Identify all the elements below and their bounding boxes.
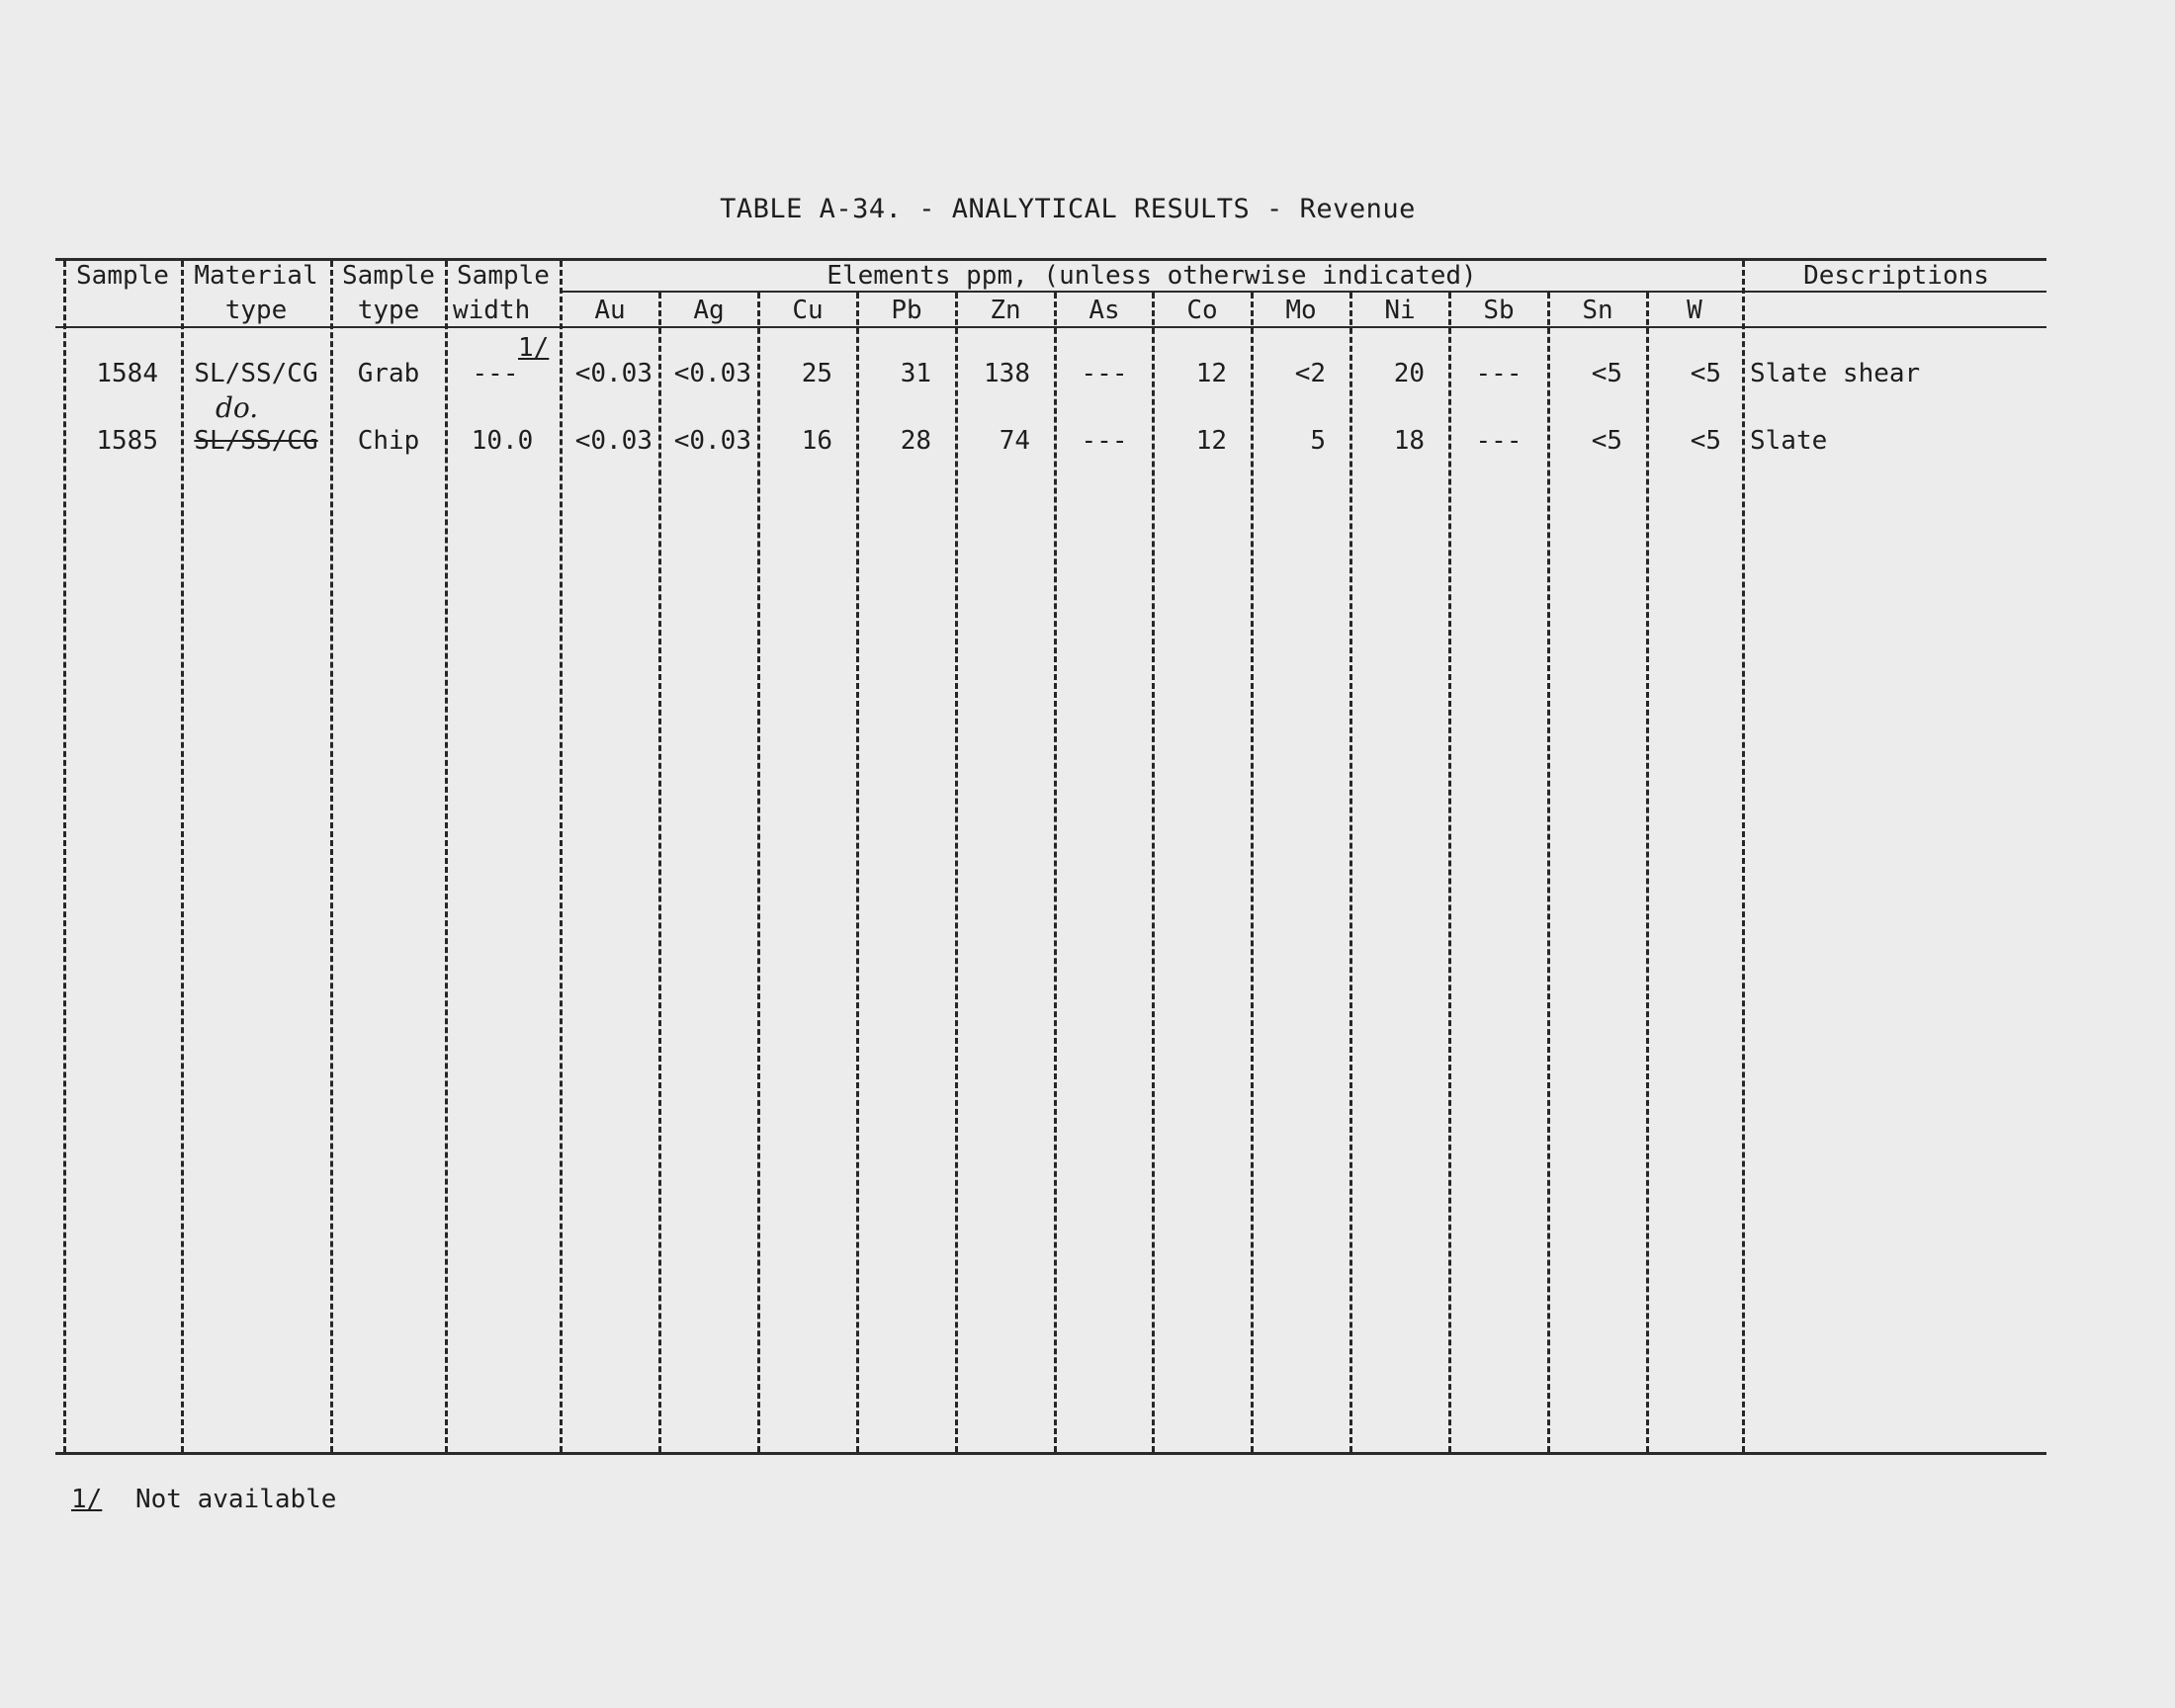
row-1-mo: <2 — [1294, 359, 1326, 388]
row-1-material: SL/SS/CG — [194, 359, 318, 388]
header-sample-type-2: type — [357, 296, 420, 325]
row-2-material-handwritten: do. — [216, 391, 259, 424]
col-divider — [856, 293, 859, 1452]
row-1-zn: 138 — [984, 359, 1030, 388]
row-1-cu: 25 — [801, 359, 832, 388]
header-element-ni: Ni — [1384, 296, 1416, 325]
header-sample-type: Sample — [342, 261, 435, 291]
header-material: Material — [194, 261, 318, 291]
header-elements: Elements ppm, (unless otherwise indicated) — [826, 261, 1477, 291]
row-1-description: Slate shear — [1750, 359, 1921, 388]
header-bottom-rule — [55, 326, 2046, 328]
header-sample-width: Sample — [457, 261, 550, 291]
table-bottom-rule — [55, 1452, 2046, 1455]
col-divider — [1349, 293, 1352, 1452]
row-1-as: --- — [1081, 359, 1128, 388]
col-divider — [1152, 293, 1155, 1452]
header-element-mo: Mo — [1285, 296, 1317, 325]
header-element-co: Co — [1186, 296, 1218, 325]
col-divider — [1646, 293, 1649, 1452]
col-divider — [1547, 293, 1550, 1452]
footnote-text: Not available — [134, 1485, 337, 1514]
width-footnote-marker: 1/ — [518, 333, 550, 363]
row-1-au: <0.03 — [574, 359, 652, 388]
table-title: TABLE A-34. - ANALYTICAL RESULTS - Revenue — [720, 194, 1416, 224]
row-2-sample: 1585 — [96, 426, 158, 456]
row-1-ni: 20 — [1393, 359, 1425, 388]
row-1-type: Grab — [357, 359, 420, 388]
row-1-width: --- — [472, 359, 519, 388]
col-divider — [1448, 293, 1451, 1452]
row-1-sample: 1584 — [96, 359, 158, 388]
row-2-pb: 28 — [900, 426, 931, 456]
col-divider — [1742, 261, 1745, 1452]
header-material-type: type — [224, 296, 288, 325]
col-divider — [955, 293, 958, 1452]
row-1-pb: 31 — [900, 359, 931, 388]
row-1-sn: <5 — [1591, 359, 1622, 388]
row-2-sb: --- — [1475, 426, 1522, 456]
footnote — [71, 1485, 336, 1514]
row-2-ni: 18 — [1393, 426, 1425, 456]
row-2-zn: 74 — [999, 426, 1030, 456]
col-divider — [1251, 293, 1254, 1452]
row-2-au: <0.03 — [574, 426, 652, 456]
row-2-sn: <5 — [1591, 426, 1622, 456]
row-2-w: <5 — [1690, 426, 1721, 456]
header-descriptions: Descriptions — [1803, 261, 1989, 291]
header-element-sb: Sb — [1483, 296, 1515, 325]
header-element-as: As — [1088, 296, 1120, 325]
header-sample: Sample — [76, 261, 169, 291]
row-2-mo: 5 — [1310, 426, 1326, 456]
header-element-sn: Sn — [1582, 296, 1613, 325]
col-divider — [658, 293, 661, 1452]
header-element-au: Au — [594, 296, 626, 325]
header-element-ag: Ag — [693, 296, 725, 325]
col-divider — [1054, 293, 1057, 1452]
row-2-cu: 16 — [801, 426, 832, 456]
row-1-ag: <0.03 — [673, 359, 751, 388]
header-element-pb: Pb — [891, 296, 922, 325]
row-2-description: Slate — [1750, 426, 1828, 456]
header-element-zn: Zn — [990, 296, 1021, 325]
row-2-as: --- — [1081, 426, 1128, 456]
header-sample-width-2: width — [453, 296, 531, 325]
row-2-type: Chip — [357, 426, 420, 456]
header-element-w: W — [1687, 296, 1702, 325]
row-2-width: 10.0 — [471, 426, 534, 456]
row-1-w: <5 — [1690, 359, 1721, 388]
col-divider — [757, 293, 760, 1452]
footnote-marker: 1/ — [71, 1485, 103, 1514]
header-element-cu: Cu — [792, 296, 824, 325]
row-2-ag: <0.03 — [673, 426, 751, 456]
row-1-sb: --- — [1475, 359, 1522, 388]
row-1-co: 12 — [1195, 359, 1227, 388]
row-2-co: 12 — [1195, 426, 1227, 456]
row-2-material: SL/SS/CG — [194, 426, 318, 456]
